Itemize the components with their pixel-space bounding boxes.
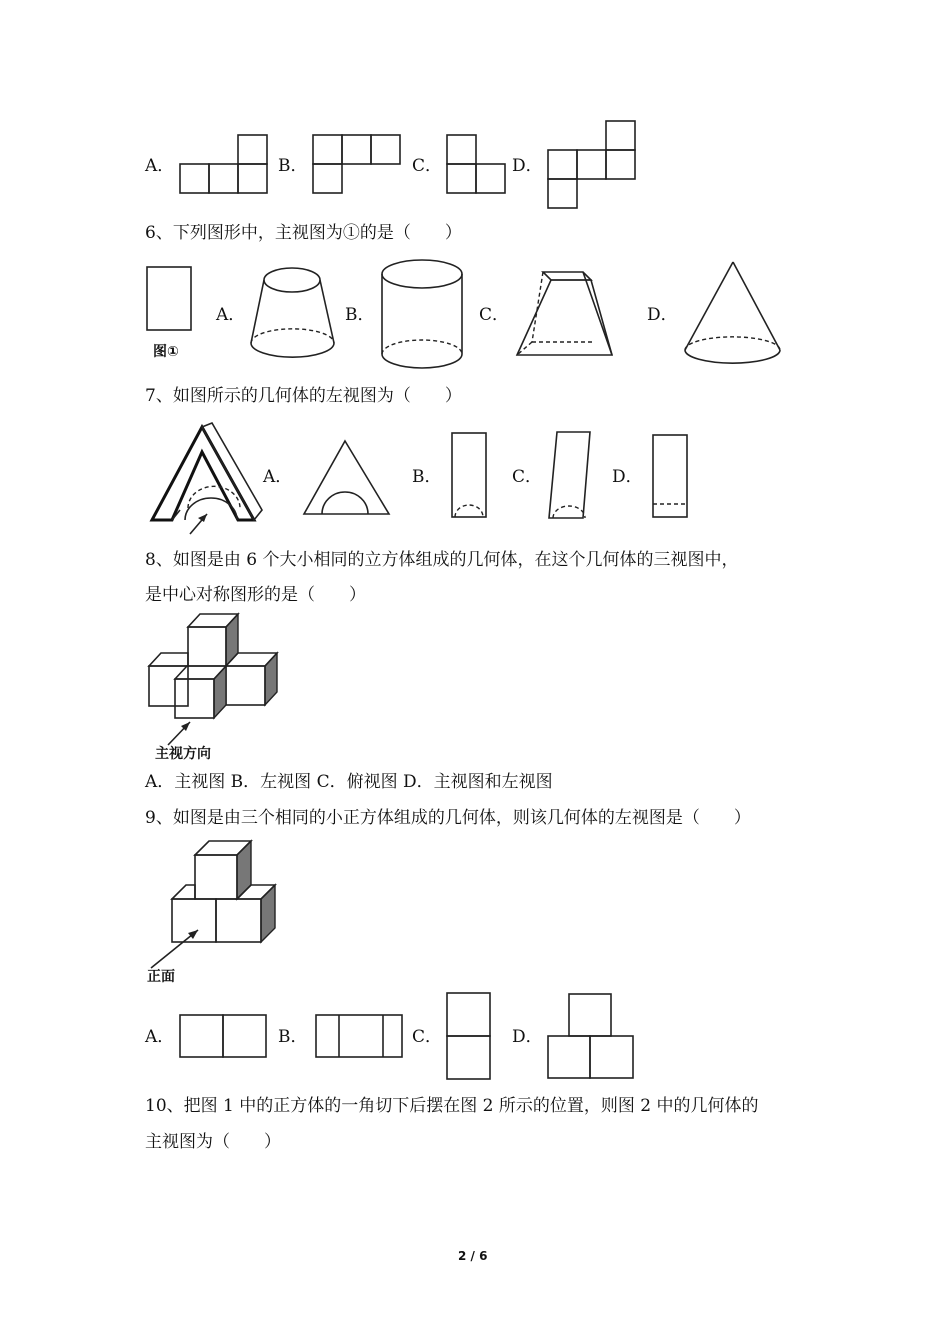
q9-stem: 9、如图是由三个相同的小正方体组成的几何体，则该几何体的左视图是（ ） xyxy=(145,808,751,828)
q9-option-d-label: D． xyxy=(512,1027,543,1047)
q5-option-c-label: C． xyxy=(412,156,443,176)
q8-stem-line-2: 是中心对称图形的是（ ） xyxy=(145,585,366,605)
q9-option-c-label: C． xyxy=(412,1027,443,1047)
q5-option-b-label: B． xyxy=(278,156,308,176)
q7-option-d-label: D． xyxy=(612,467,643,487)
q10-stem-line-2: 主视图为（ ） xyxy=(145,1132,281,1152)
q6-option-b-label: B． xyxy=(345,305,375,325)
q9-figure-caption: 正面 xyxy=(147,969,175,985)
q10-stem-line-1: 10、把图 1 中的正方体的一角切下后摆在图 2 所示的位置，则图 2 中的几何体的 xyxy=(145,1096,759,1116)
q9-option-b-label: B． xyxy=(278,1027,308,1047)
q6-option-d-label: D． xyxy=(647,305,678,325)
q5-option-a-label: A． xyxy=(145,156,175,176)
q7-option-a-label: A． xyxy=(263,467,293,487)
q5-option-d-label: D． xyxy=(512,156,543,176)
q6-option-a-label: A． xyxy=(216,305,246,325)
q8-stem-line-1: 8、如图是由 6 个大小相同的立方体组成的几何体，在这个几何体的三视图中， xyxy=(145,550,739,570)
q6-figure-1-caption: 图① xyxy=(153,344,179,360)
q8-options: A．主视图 B．左视图 C．俯视图 D．主视图和左视图 xyxy=(145,772,553,792)
page-number: 2 / 6 xyxy=(458,1249,488,1263)
q6-stem: 6、下列图形中，主视图为①的是（ ） xyxy=(145,223,462,243)
q7-stem: 7、如图所示的几何体的左视图为（ ） xyxy=(145,386,462,406)
q7-option-b-label: B． xyxy=(412,467,442,487)
q8-figure-caption: 主视方向 xyxy=(155,746,211,762)
q9-option-a-label: A． xyxy=(145,1027,175,1047)
q7-option-c-label: C． xyxy=(512,467,543,487)
q6-option-c-label: C． xyxy=(479,305,510,325)
